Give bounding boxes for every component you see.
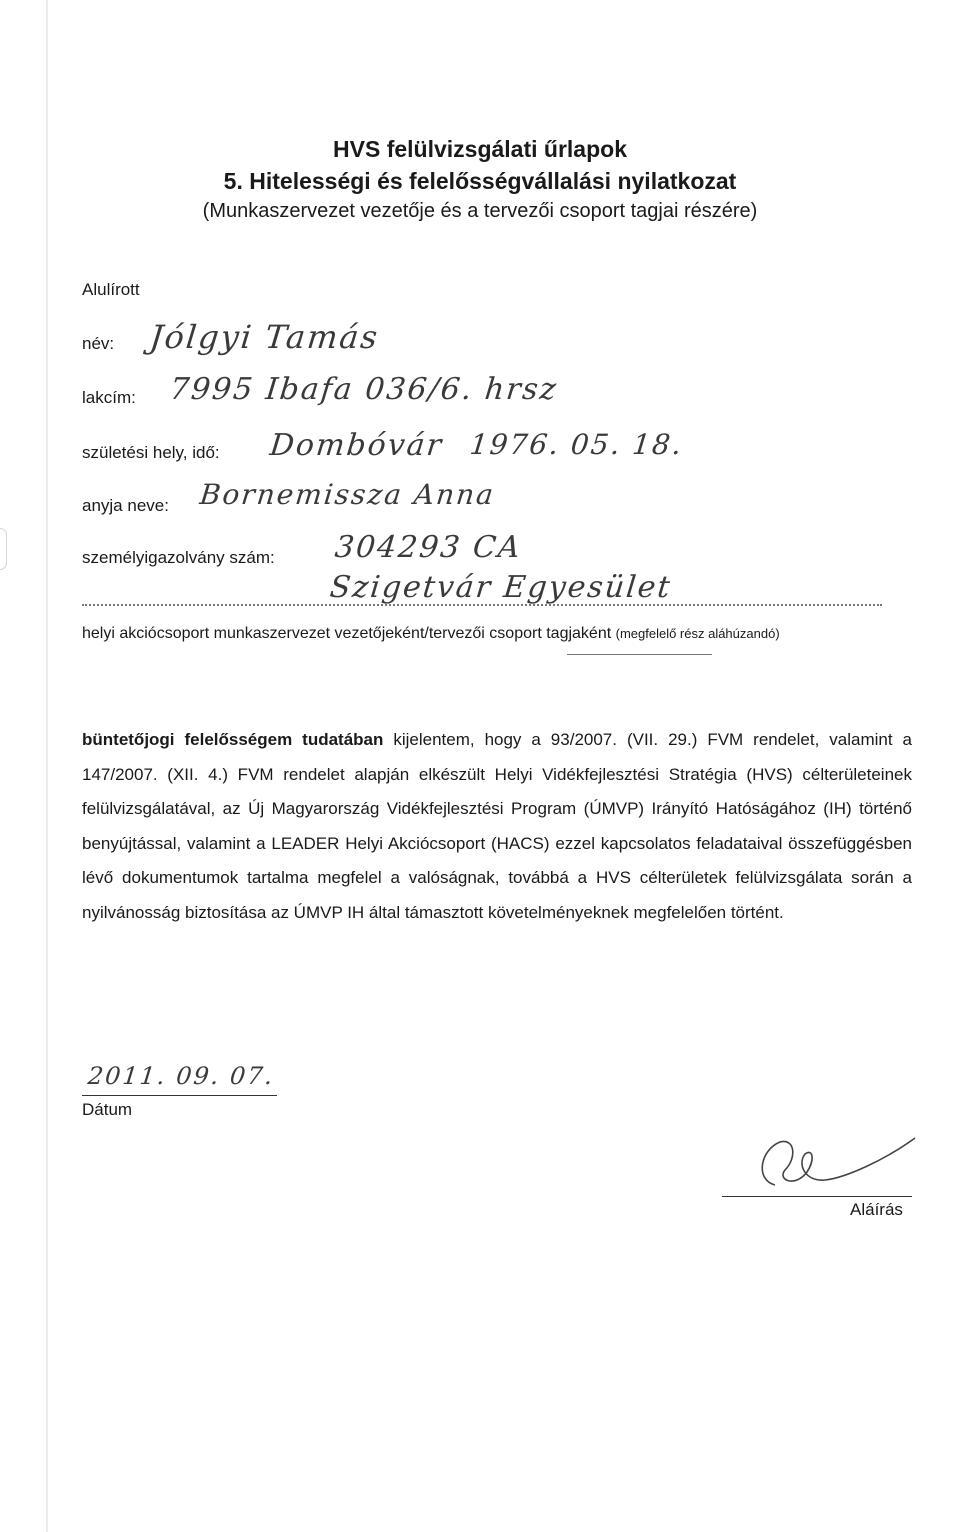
signature-label: Aláírás (850, 1200, 903, 1219)
id-label: személyigazolvány szám: (82, 548, 275, 567)
scan-hole-mark (0, 528, 7, 570)
statement-bold: büntetőjogi felelősségem tudatában (82, 730, 384, 749)
name-label: név: (82, 334, 115, 353)
date-line (82, 1095, 277, 1096)
signature-line (722, 1196, 912, 1197)
signature-image (735, 1130, 925, 1200)
birth-place-value: Dombóvár (268, 428, 445, 463)
statement-paragraph (82, 723, 912, 930)
mother-value: Bornemissza Anna (198, 478, 497, 511)
address-value: 7995 Ibafa 036/6. hrsz (168, 372, 560, 407)
form-subtitle: 5. Hitelességi és felelősségvállalási nyilatkozat (223, 168, 737, 194)
role-line (82, 622, 892, 645)
name-value: Jólgyi Tamás (148, 318, 382, 356)
role-hint: (megfelelő rész aláhúzandó) (615, 626, 780, 641)
mother-label: anyja neve: (82, 496, 169, 515)
birth-date-value: 1976. 05. 18. (468, 428, 685, 461)
form-title: HVS felülvizsgálati űrlapok (333, 136, 627, 162)
dotted-line (82, 604, 882, 606)
address-label: lakcím: (82, 388, 136, 407)
date-label: Dátum (82, 1100, 133, 1119)
statement-text: kijelentem, hogy a 93/2007. (VII. 29.) FVM rendelet, valamint a 147/2007. (XII. 4.) FVM rendelet alapján elkészült Helyi Vidékfejlesztési Stratégia (HVS) célterületeinek felülvizsgálatával, az Új Magyarország Vidékfejlesztési Program (ÚMVP) Irányító Hatóságához (IH) történő benyújtással, valamint a LEADER Helyi Akciócsoport (HACS) ezzel kapcsolatos feladataival összefüggésben lévő dokumentumok tartalma megfelel a valóságnak, továbbá a HVS célterületek felülvizsgálata során a nyilvánosság biztosítása az ÚMVP IH által támasztott követelményeknek megfelelően történt. (82, 730, 912, 922)
birth-label: születési hely, idő: (82, 443, 220, 462)
form-note: (Munkaszervezet vezetője és a tervezői csoport tagjai részére) (202, 200, 758, 222)
scan-edge (46, 0, 48, 1532)
id-value: 304293 CA (333, 530, 524, 565)
date-value: 2011. 09. 07. (86, 1062, 276, 1090)
role-text: helyi akciócsoport munkaszervezet vezetőjeként/tervezői csoport tagjaként (82, 625, 612, 642)
organization-value: Szigetvár Egyesület (328, 570, 674, 605)
role-underline (567, 654, 712, 655)
intro-label: Alulírott (82, 280, 140, 299)
